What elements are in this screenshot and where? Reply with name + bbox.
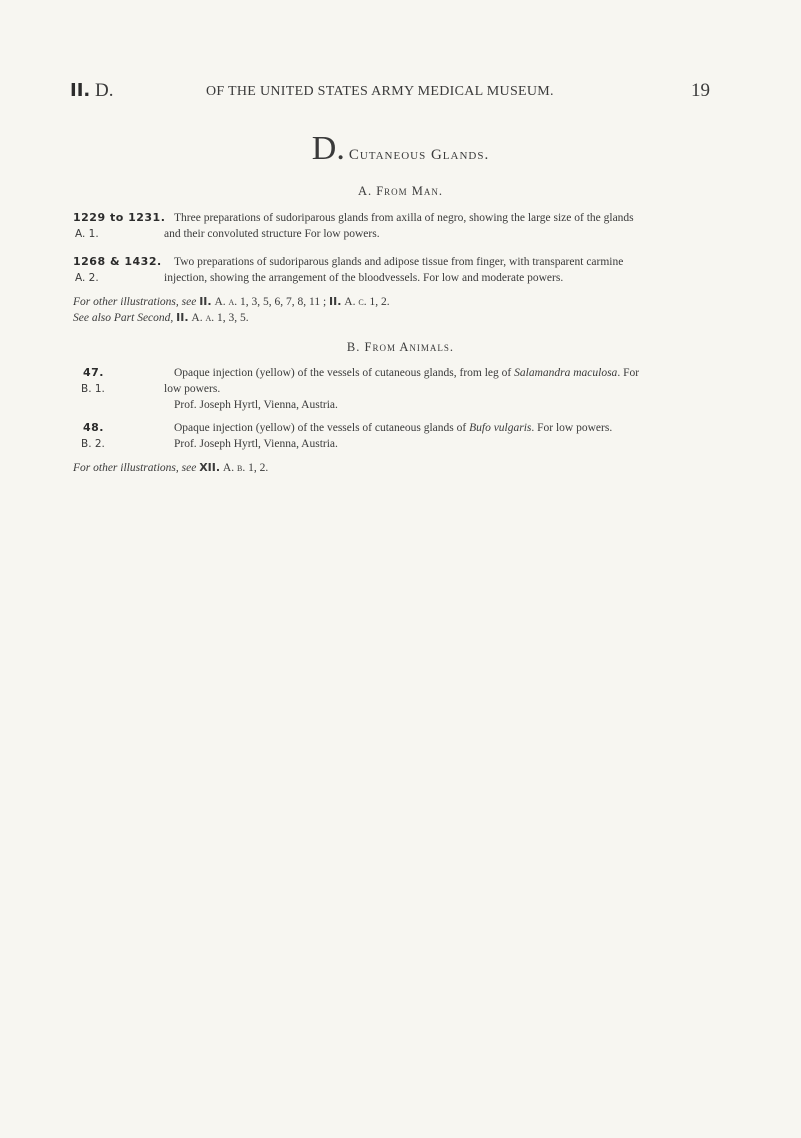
chapter-title-text: Cutaneous Glands.: [348, 147, 490, 163]
xref-refs: A. b. 1, 2.: [222, 462, 269, 474]
entry-text: . For: [617, 367, 640, 379]
entry-class: B. 2.: [81, 438, 105, 450]
cross-reference: [73, 310, 249, 326]
xref-lead: See also Part Second,: [73, 312, 174, 324]
entry-text: . For low powers.: [531, 422, 613, 434]
entry-number: 47.: [83, 366, 104, 379]
entry-line: Two preparations of sudoriparous glands and adipose tissue from finger, with transparent carmine: [174, 256, 624, 268]
cross-reference: [73, 460, 268, 476]
entry-class: A. 2.: [75, 272, 99, 284]
entry-number-block: [79, 420, 179, 452]
xref-roman: II.: [176, 311, 189, 324]
species-name: Salamandra maculosa: [514, 367, 618, 379]
entry-text: Opaque injection (yellow) of the vessels of cutaneous glands, from leg of: [174, 367, 515, 379]
species-name: Bufo vulgaris: [469, 422, 532, 434]
entry-line: injection, showing the arrangement of the bloodvessels. For low and moderate powers.: [164, 272, 564, 284]
xref-roman: II.: [199, 295, 212, 308]
entry-number-block: [73, 210, 173, 242]
page-number: 19: [691, 80, 710, 101]
chapter-letter: D.: [311, 130, 345, 167]
entry-number: 48.: [83, 421, 104, 434]
section-label: II. D.: [70, 80, 114, 101]
xref-refs: A. a. 1, 3, 5.: [191, 312, 249, 324]
entry-class: A. 1.: [75, 228, 99, 240]
entry-number-block: [73, 254, 173, 286]
cross-reference: [73, 294, 390, 310]
xref-roman: II.: [329, 295, 342, 308]
section-a-heading: A. From Man.: [357, 184, 444, 198]
entry-class: B. 1.: [81, 383, 105, 395]
xref-refs: A. c. 1, 2.: [344, 296, 390, 308]
entry-line: Three preparations of sudoriparous glands from axilla of negro, showing the large size of the glands: [174, 212, 634, 224]
section-b-heading: B. From Animals.: [346, 340, 455, 354]
entry-line: and their convoluted structure For low powers.: [164, 228, 380, 240]
entry-donor: Prof. Joseph Hyrtl, Vienna, Austria.: [174, 399, 338, 411]
entry-description: [164, 365, 719, 413]
xref-lead: For other illustrations, see: [73, 462, 197, 474]
running-title: OF THE UNITED STATES ARMY MEDICAL MUSEUM.: [206, 84, 554, 99]
entry-text: Opaque injection (yellow) of the vessels of cutaneous glands of: [174, 422, 470, 434]
entry-line: [174, 420, 719, 436]
chapter-title: [0, 130, 801, 168]
running-head: [70, 80, 710, 104]
entry-donor: Prof. Joseph Hyrtl, Vienna, Austria.: [174, 438, 338, 450]
xref-roman: XII.: [199, 461, 221, 474]
entry-line: [174, 365, 719, 381]
entry-description: [164, 210, 719, 242]
entry-line: low powers.: [164, 383, 221, 395]
entry-description: [174, 420, 719, 452]
xref-lead: For other illustrations, see: [73, 296, 197, 308]
entry-number: 1268 & 1432.: [73, 255, 162, 268]
entry-number: 1229 to 1231.: [73, 211, 166, 224]
xref-refs: A. a. 1, 3, 5, 6, 7, 8, 11 ;: [214, 296, 327, 308]
entry-description: [164, 254, 719, 286]
